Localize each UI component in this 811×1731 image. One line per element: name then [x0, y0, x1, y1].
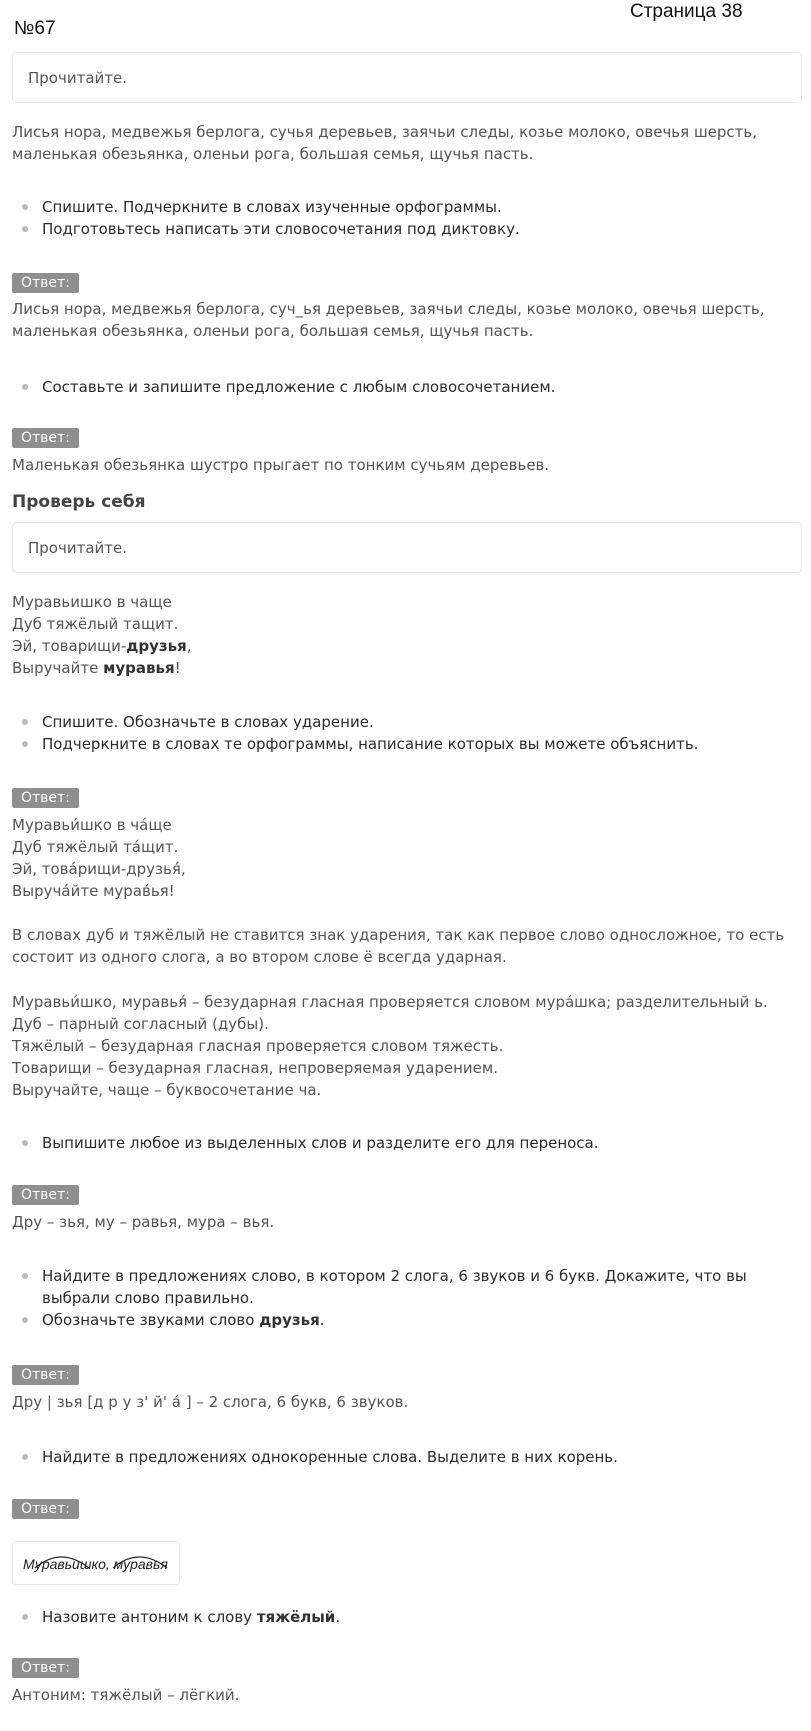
poem-line: Дуб тяжёлый тащит.: [12, 615, 179, 633]
answer-line: Муравьи́шко в ча́ще: [12, 816, 172, 834]
answer-line: маленькая обезьянка, оленьи рога, большая семья, щучья пасть.: [12, 322, 534, 340]
answer-text-3: [12, 814, 802, 902]
answer-text-7: Антоним: тяжёлый – лёгкий.: [12, 1686, 240, 1704]
answer-text-4: Дру – зья, му – равья, мура – вья.: [12, 1213, 275, 1231]
poem-line: Муравьишко в чаще: [12, 593, 172, 611]
poem: [12, 591, 802, 679]
explanation-line: Выручайте, чаще – буквосочетание ча.: [12, 1081, 322, 1099]
task-list-7: [12, 1606, 802, 1628]
answer-text-5: Дру | зья [д р у з' й' а́ ] – 2 слога, 6 букв, 6 звуков.: [12, 1393, 409, 1411]
answer-badge: Ответ:: [12, 788, 79, 808]
answer-line: Выруча́йте мурав́ья!: [12, 882, 175, 900]
answer-badge: Ответ:: [12, 273, 79, 293]
section-title: Проверь себя: [12, 492, 146, 512]
list-item: Подчеркните в словах те орфограммы, написание которых вы можете объяснить.: [42, 733, 802, 755]
answer-line: Лисья нора, медвежья берлога, суч_ья деревьев, заячьи следы, козье молоко, овечья шерсть,: [12, 300, 765, 318]
answer-line: Дуб тяжёлый та́щит.: [12, 838, 179, 856]
answer-line: Эй, това́рищи-друзья́,: [12, 860, 186, 878]
explanation-line: Тяжёлый – безударная гласная проверяется словом тяжесть.: [12, 1037, 504, 1055]
instruction-card: Прочитайте.: [12, 522, 802, 573]
explanation-line: Товарищи – безударная гласная, непроверяемая ударением.: [12, 1059, 498, 1077]
answer-badge: Ответ:: [12, 1658, 79, 1678]
list-item: Спишите. Обозначьте в словах ударение.: [42, 711, 802, 733]
poem-line: Выручайте муравья!: [12, 659, 181, 677]
poem-line: Эй, товарищи-друзья,: [12, 637, 192, 655]
list-item: Составьте и запишите предложение с любым словосочетанием.: [42, 376, 802, 398]
list-item: Спишите. Подчеркните в словах изученные орфограммы.: [42, 196, 802, 218]
instruction-card: Прочитайте.: [12, 52, 802, 103]
task-list-1: [12, 196, 802, 240]
explanation-line: Дуб – парный согласный (дубы).: [12, 1015, 269, 1033]
page-number: Страница 38: [630, 1, 743, 22]
task-list-2: [12, 376, 802, 398]
task-list-6: [12, 1446, 802, 1468]
task-list-3: [12, 711, 802, 755]
list-item: Обозначьте звуками слово друзья.: [42, 1309, 802, 1331]
answer-text-2: Маленькая обезьянка шустро прыгает по тонким сучьям деревьев.: [12, 456, 550, 474]
list-item: Подготовьтесь написать эти словосочетания под диктовку.: [42, 218, 802, 240]
answer-badge: Ответ:: [12, 428, 79, 448]
root-scheme-text: Муравьишко, муравья: [23, 1556, 168, 1572]
explanation-line: Муравьи́шко, муравья́ – безударная гласная проверяется словом мура́шка; разделительный ь.: [12, 993, 768, 1011]
root-scheme: [12, 1541, 180, 1585]
explanation-list: [12, 991, 802, 1101]
list-item: Выпишите любое из выделенных слов и разделите его для переноса.: [42, 1132, 802, 1154]
answer-badge: Ответ:: [12, 1185, 79, 1205]
explanation-text: В словах дуб и тяжёлый не ставится знак ударения, так как первое слово односложное, то есть состоит из одного слога, а во втором слове ё всегда ударная.: [12, 926, 785, 966]
answer-text-1: [12, 298, 802, 342]
task-list-4: [12, 1132, 802, 1154]
answer-badge: Ответ:: [12, 1499, 79, 1519]
list-item: Назовите антоним к слову тяжёлый.: [42, 1606, 802, 1628]
list-item: Найдите в предложениях однокоренные слова. Выделите в них корень.: [42, 1446, 802, 1468]
list-item: Найдите в предложениях слово, в котором 2 слога, 6 звуков и 6 букв. Докажите, что вы выбрали слово правильно.: [42, 1265, 802, 1309]
task-list-5: [12, 1265, 802, 1331]
answer-badge: Ответ:: [12, 1365, 79, 1385]
exercise-number: №67: [14, 18, 56, 39]
exercise-text: Лисья нора, медвежья берлога, сучья деревьев, заячьи следы, козье молоко, овечья шерсть, маленькая обезьянка, оленьи рога, большая семья, щучья пасть.: [12, 123, 758, 163]
